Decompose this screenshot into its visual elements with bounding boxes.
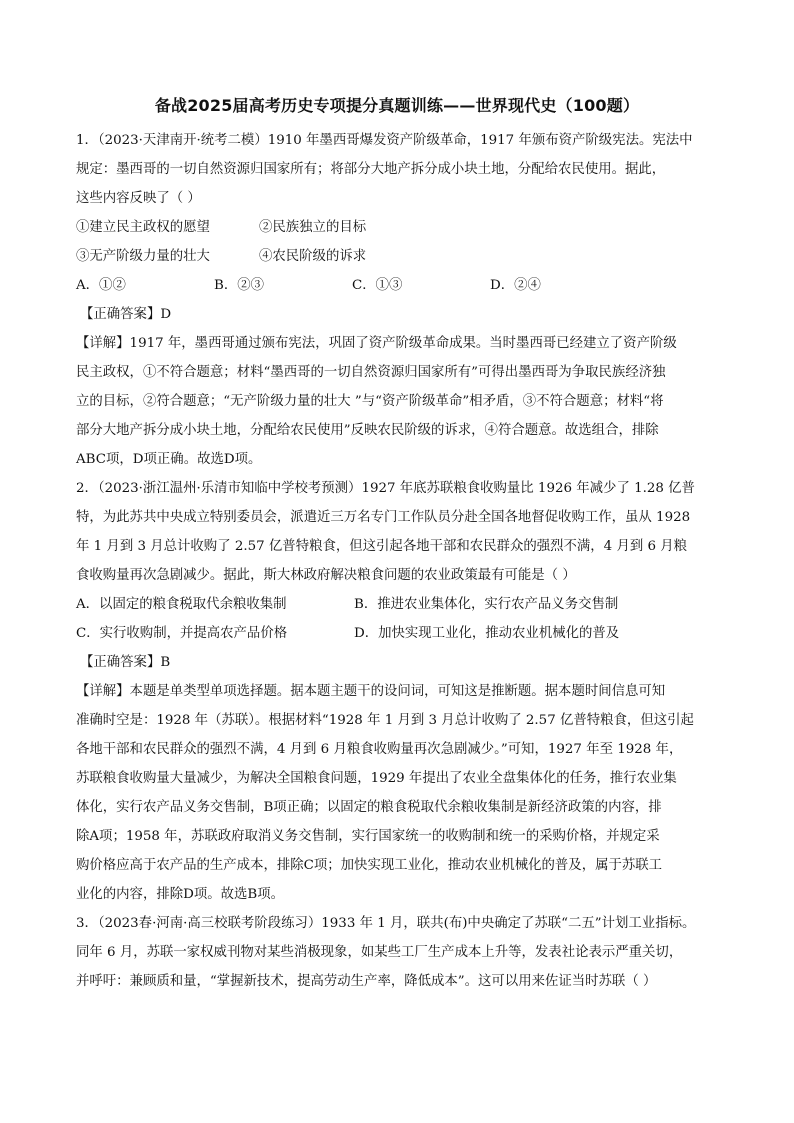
q2-analysis-line: 各地干部和农民群众的强烈不满，4 月到 6 月粮食收购量再次急剧减少。”可知，1927 年至 1928 年， <box>76 742 683 757</box>
question-1 <box>76 126 724 474</box>
q1-answer: 【正确答案】D <box>80 307 172 322</box>
q2-option-a: A．以固定的粮食税取代余粮收集制 <box>76 597 287 612</box>
q2-analysis-line: 业化的内容，排除D项。故选B项。 <box>76 887 285 902</box>
q1-analysis-line: 立的目标，②符合题意；“无产阶级力量的壮大 ”与“资产阶级革命”相矛盾，③不符合题意；材料“将 <box>76 394 664 409</box>
q2-analysis-line: 体化，实行农产品义务交售制，B项正确；以固定的粮食税取代余粮收集制是新经济政策的内容，排 <box>76 800 662 815</box>
q1-item: ②民族独立的目标 <box>259 220 367 235</box>
q2-analysis-line: 【详解】本题是单类型单项选择题。据本题主题干的设问词，可知这是推断题。据本题时间信息可知 <box>76 684 666 699</box>
q2-analysis-line: 除A项；1958 年，苏联政府取消义务交售制，实行国家统一的收购制和统一的采购价格，并规定采 <box>76 829 660 844</box>
q1-item: ④农民阶级的诉求 <box>259 249 367 264</box>
q3-stem-line: 同年 6 月，苏联一家权威刊物对某些消极现象，如某些工厂生产成本上升等，发表社论表示严重关切， <box>76 945 683 960</box>
q1-option-a: A．①② <box>76 278 126 293</box>
q1-analysis-line: 民主政权，①不符合题意；材料“墨西哥的一切自然资源归国家所有”可得出墨西哥为争取民族经济独 <box>76 365 666 380</box>
q2-stem-line: 年 1 月到 3 月总计收购了 2.57 亿普特粮食，但这引起各地干部和农民群众的强烈不满，4 月到 6 月粮 <box>76 539 688 554</box>
document-content <box>76 126 724 996</box>
q2-option-d: D．加快实现工业化，推动农业机械化的普及 <box>354 626 620 641</box>
q1-item: ③无产阶级力量的壮大 <box>76 249 210 264</box>
q2-analysis-line: 购价格应高于农产品的生产成本，排除C项；加快实现工业化，推动农业机械化的普及，属于苏联工 <box>76 858 663 873</box>
q1-stem-line: 1．（2023·天津南开·统考二模）1910 年墨西哥爆发资产阶级革命，1917 年颁布资产阶级宪法。宪法中 <box>76 133 693 148</box>
document-title: 备战2025届高考历史专项提分真题训练——世界现代史（100题） <box>154 96 640 115</box>
q1-analysis-line: ABC项，D项正确。故选D项。 <box>76 452 262 467</box>
question-3 <box>76 909 724 996</box>
q1-option-c: C．①③ <box>352 278 403 293</box>
q3-stem-line: 并呼吁：兼顾质和量，“掌握新技术，提高劳动生产率，降低成本”。这可以用来佐证当时苏联（ ） <box>76 974 657 989</box>
q2-options-row <box>76 619 724 648</box>
q1-option-d: D．②④ <box>490 278 541 293</box>
q1-item: ①建立民主政权的愿望 <box>76 220 210 235</box>
q1-stem-line: 这些内容反映了（ ） <box>76 191 201 206</box>
question-2 <box>76 474 724 909</box>
q2-stem-line: 食收购量再次急剧减少。据此，斯大林政府解决粮食问题的农业政策最有可能是（ ） <box>76 568 576 583</box>
q2-answer: 【正确答案】B <box>80 655 171 670</box>
q1-stem-line: 规定：墨西哥的一切自然资源归国家所有；将部分大地产拆分成小块土地，分配给农民使用。据此， <box>76 162 666 177</box>
q2-options-row <box>76 590 724 619</box>
q2-stem-line: 2．（2023·浙江温州·乐清市知临中学校考预测）1927 年底苏联粮食收购量比 1926 年减少了 1.28 亿普 <box>76 481 695 496</box>
q1-analysis-line: 【详解】1917 年，墨西哥通过颁布宪法，巩固了资产阶级革命成果。当时墨西哥已经建立了资产阶级 <box>76 336 677 351</box>
q1-analysis-line: 部分大地产拆分成小块土地，分配给农民使用”反映农民阶级的诉求，④符合题意。故选组合，排除 <box>76 423 659 438</box>
q2-option-c: C．实行收购制，并提高农产品价格 <box>76 626 288 641</box>
q1-items-row <box>76 213 724 242</box>
q1-items-row <box>76 242 724 271</box>
q2-option-b: B．推进农业集体化，实行农产品义务交售制 <box>354 597 619 612</box>
q2-stem-line: 特，为此苏共中央成立特别委员会，派遣近三万名专门工作队员分赴全国各地督促收购工作，虽从 1928 <box>76 510 691 525</box>
q2-analysis-line: 准确时空是：1928 年（苏联）。根据材料“1928 年 1 月到 3 月总计收购了 2.57 亿普特粮食，但这引起 <box>76 713 694 728</box>
q1-option-b: B．②③ <box>214 278 265 293</box>
q1-options-row <box>76 271 724 300</box>
q2-analysis-line: 苏联粮食收购量大量减少，为解决全国粮食问题，1929 年提出了农业全盘集体化的任务，推行农业集 <box>76 771 677 786</box>
q3-stem-line: 3．（2023春·河南·高三校联考阶段练习）1933 年 1 月，联共(布)中央确定了苏联“二五”计划工业指标。 <box>76 916 696 931</box>
